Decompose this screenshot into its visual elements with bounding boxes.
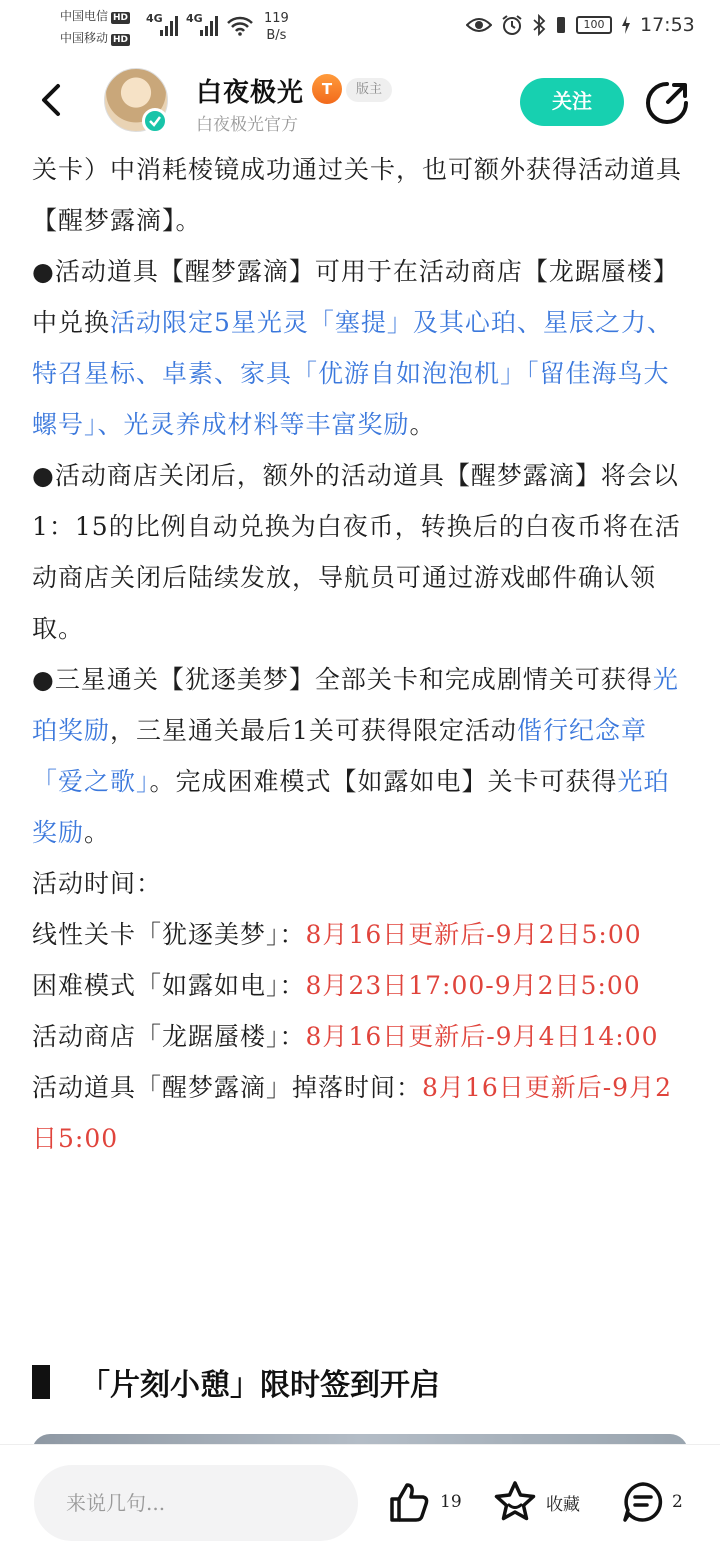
carrier-1: 中国电信 HD [60, 9, 129, 23]
level-badge: T [312, 74, 342, 104]
reward-link-3[interactable]: 光珀奖励 [32, 665, 679, 745]
eye-icon [466, 15, 492, 35]
star-icon [492, 1479, 538, 1525]
battery-level: 100 [583, 18, 605, 31]
user-name[interactable]: 白夜极光 [196, 78, 305, 108]
signal-icon-1 [160, 14, 178, 36]
comment-input[interactable] [34, 1465, 358, 1541]
section-marker [32, 1365, 50, 1399]
role-tag: 版主 [346, 78, 392, 102]
time-row-2: 困难模式「如露如电」：8月23日17:00-9月2日5:00 [32, 971, 641, 1000]
battery-icon [576, 16, 612, 34]
verified-badge-icon [142, 108, 168, 134]
paragraph-4: ●三星通关【犹逐美梦】全部关卡和完成剧情关可获得光珀奖励，三星通关最后1关可获得限定活动偕行纪念章「爱之歌」。完成困难模式【如露如电】关卡可获得光珀奖励。 [32, 665, 679, 847]
reward-link-4[interactable]: 偕行纪念章「爱之歌」 [32, 716, 647, 796]
section-title: 「片刻小憩」限时签到开启 [32, 1360, 440, 1404]
article-body [32, 144, 692, 1406]
paragraph-3: ●活动商店关闭后，额外的活动道具【醒梦露滴】将会以1：15的比例自动兑换为白夜币，转换后的白夜币将在活动商店关闭后陆续发放，导航员可通过游戏邮件确认领取。 [32, 461, 681, 643]
network-type-2: 4G [186, 12, 203, 25]
follow-button[interactable]: 关注 [520, 78, 624, 126]
favorite-button[interactable] [492, 1479, 580, 1525]
bottom-action-bar [0, 1444, 720, 1560]
time-row-1: 线性关卡「犹逐美梦」：8月16日更新后-9月2日5:00 [32, 920, 642, 949]
share-icon[interactable] [644, 80, 690, 126]
like-count: 19 [440, 1492, 462, 1512]
paragraph-1: 关卡）中消耗棱镜成功通过关卡，也可额外获得活动道具【醒梦露滴】。 [32, 155, 683, 235]
comment-count: 2 [672, 1492, 683, 1512]
like-button[interactable] [386, 1479, 462, 1525]
time-row-4: 活动道具「醒梦露滴」掉落时间：8月16日更新后-9月2日5:00 [32, 1073, 672, 1153]
favorite-label: 收藏 [546, 1494, 580, 1515]
carrier-2: 中国移动 HD [60, 31, 129, 45]
alarm-icon [501, 14, 523, 36]
time-heading: 活动时间： [32, 869, 163, 898]
network-type-1: 4G [146, 12, 163, 25]
vibrate-icon [555, 14, 567, 36]
post-header [0, 56, 720, 144]
back-button[interactable] [30, 78, 74, 122]
bluetooth-icon [532, 14, 546, 36]
thumbs-up-icon [386, 1479, 432, 1525]
user-subtitle: 白夜极光官方 [196, 115, 298, 135]
status-bar [0, 0, 720, 56]
paragraph-2: ●活动道具【醒梦露滴】可用于在活动商店【龙踞蜃楼】中兑换活动限定5星光灵「塞提」及其心珀、星辰之力、特召星标、卓素、家具「优游自如泡泡机」「留佳海鸟大螺号」、光灵养成材料等丰富奖励。 [32, 257, 679, 439]
reward-link-1[interactable]: 活动限定5星光灵「塞提」及其心珀 [110, 308, 517, 337]
signal-icon-2 [200, 14, 218, 36]
charging-icon [621, 15, 631, 35]
comment-icon [620, 1479, 666, 1525]
wifi-icon [226, 14, 254, 36]
network-speed: 119 B/s [264, 11, 289, 43]
time-row-3: 活动商店「龙踞蜃楼」：8月16日更新后-9月4日14:00 [32, 1022, 659, 1051]
comment-button[interactable] [620, 1479, 683, 1525]
reward-link-2[interactable]: 、星辰之力、特召星标、卓素、家具「优游自如泡泡机」「留佳海鸟大螺号」、光灵养成材料等丰富奖励 [32, 308, 673, 439]
status-time: 17:53 [640, 14, 695, 36]
reward-link-5[interactable]: 光珀奖励 [32, 767, 670, 847]
